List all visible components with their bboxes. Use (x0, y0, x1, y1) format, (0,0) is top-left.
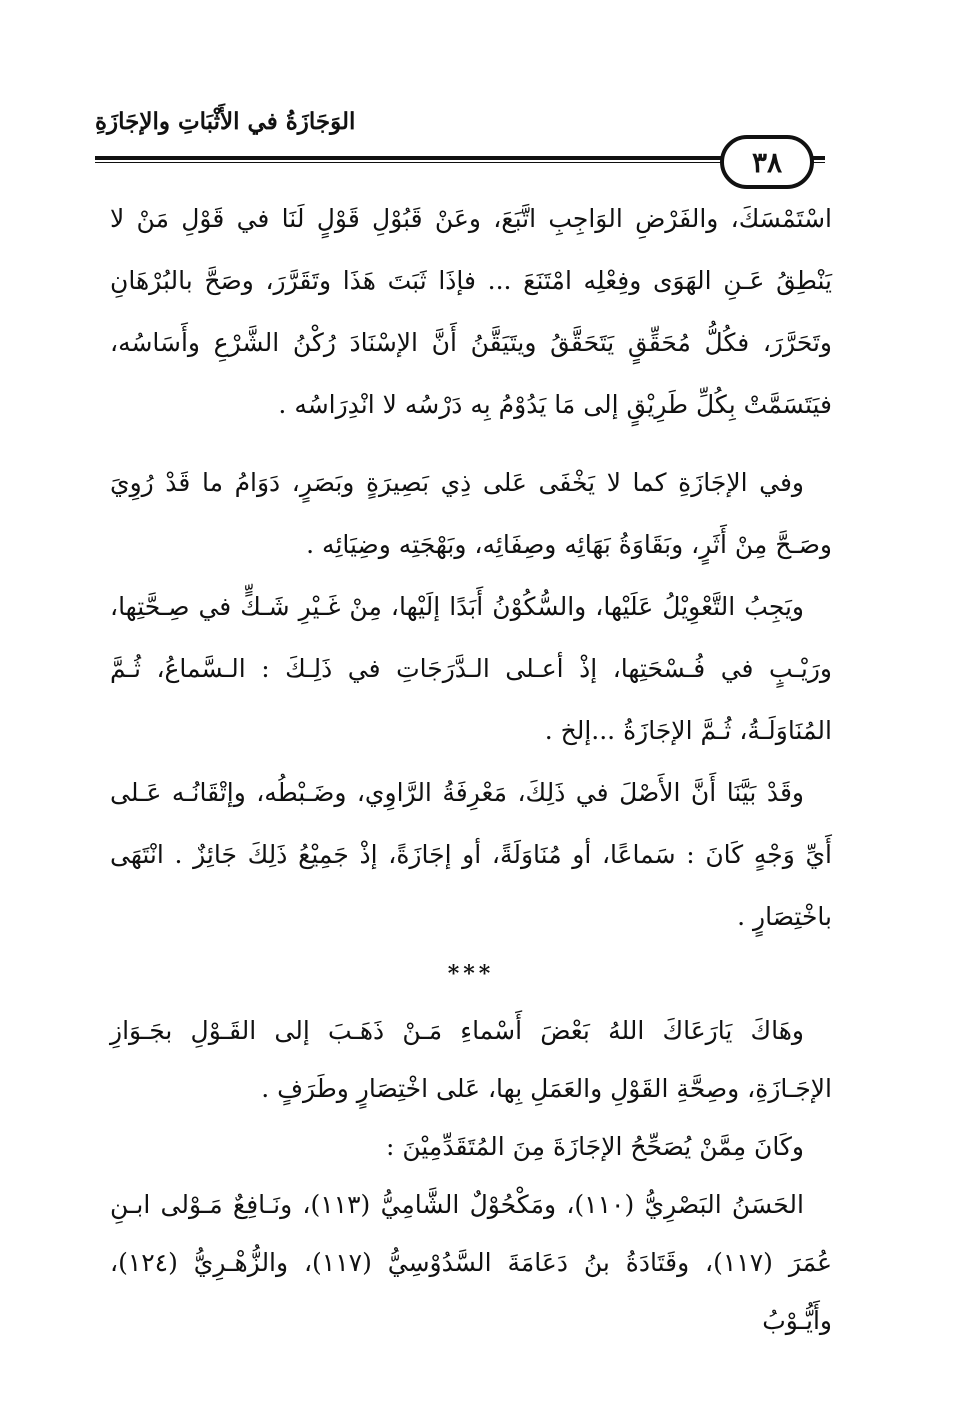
header-rule-thin (95, 162, 735, 163)
section-separator: *** (447, 961, 495, 987)
paragraph-1: اسْتَمْسَكَ، والفَرْضِ الوَاجِبِ اتَّبَعَ، وعَنْ قَبُوْلِ قَوْلٍ لَنَا في قَوْلِ مَنْ لا يَنْطِقُ عَـنِ الهَوَى وفِعْلِه امْتَنَعَ ... فإذَا ثَبَتَ هَذَا وتَقَرَّرَ، وصَحَّ بالبُرْهَانِ وتَحَرَّرَ، فكُلُّ مُحَقِّقٍ يَتَحَقَّقُ ويتَيَقَّنُ أَنَّ الإسْنَادَ رُكْنُ الشَّرْعِ وأَسَاسُه، فيَتَسَمَّتْ بِكُلِّ طَرِيْقٍ إلى مَا يَدُوْمُ بِه دَرْسُه لا انْدِرَاسُه . (110, 204, 832, 419)
paragraph-4: وقَدْ بَيَّنَا أَنَّ الأَصْلَ في ذَلِكَ، مَعْرِفَةُ الرَّاوِي، وضَـبْطُه، وإتْقَانُـه عَـلى أَيِّ وَجْهٍ كَانَ : سَماعًا، أو مُنَاوَلَةً، أو إجَازَةً، إذْ جَمِيْعُ ذَلِكَ جَائِزٌ . انْتَهَى باخْتِصَارٍ . (110, 778, 832, 931)
paragraph-6: وكَانَ مِمَّنْ يُصَحِّحُ الإجَازَةَ مِنَ المُتَقَدِّمِيْنَ : (385, 1132, 804, 1161)
header-rule-thick (95, 156, 735, 160)
paragraph-5: وهَاكَ يَارَعَاكَ اللهُ بَعْضَ أَسْماءِ مَـنْ ذَهَـبَ إلى القَـوْلِ بجَـوَازِ الإجَـازَةِ، وصِحَّةِ القَوْلِ والعَمَلِ بِها، عَلى اخْتِصَارٍ وطَرَفٍ . (110, 1016, 832, 1103)
running-title: الوَجَازَةُ في الأَثْبَاتِ والإجَازَةِ (95, 108, 356, 135)
page-number: ٣٨ (720, 135, 814, 189)
paragraph-7: الحَسَنُ البَصْرِيُّ (١١٠)، ومَكْحُوْلٌ الشَّامِيُّ (١١٣)، ونَـافِعٌ مَـوْلى ابـنِ عُمَرَ (١١٧)، وقَتَادَةُ بنُ دَعَامَةَ السَّدُوْسِيُّ (١١٧)، والزُّهْـرِيُّ (١٢٤)، وأَيُّـوْبُ (110, 1190, 832, 1335)
paragraph-2: وفي الإجَازَةِ كما لا يَخْفَى عَلى ذِي بَصِيرَةٍ وبَصَرٍ، دَوَامُ ما قَدْ رُوِيَ وصَـحَّ مِنْ أَثَرٍ، وبَقَاوَةُ بَهَائِه وصِفَائِه، وبَهْجَتِه وضِيَائِه . (110, 468, 832, 559)
paragraph-3: ويَجِبُ التَّعْوِيْلُ عَلَيْها، والسُّكُوْنُ أَبَدًا إلَيْها، مِنْ غَـيْرِ شَـكٍّ في صِـحَّتِها، ورَيْـبٍ في فُـسْحَتِها، إذْ أعـلى الـدَّرَجَاتِ في ذَلِـكَ : الـسَّماعُ، ثُـمَّ المُنَاوَلَـةُ، ثُـمَّ الإجَازَةُ ...إلخ . (110, 592, 832, 745)
page-header (95, 108, 825, 178)
paragraph-gap (110, 436, 832, 452)
page-body (110, 188, 832, 1350)
